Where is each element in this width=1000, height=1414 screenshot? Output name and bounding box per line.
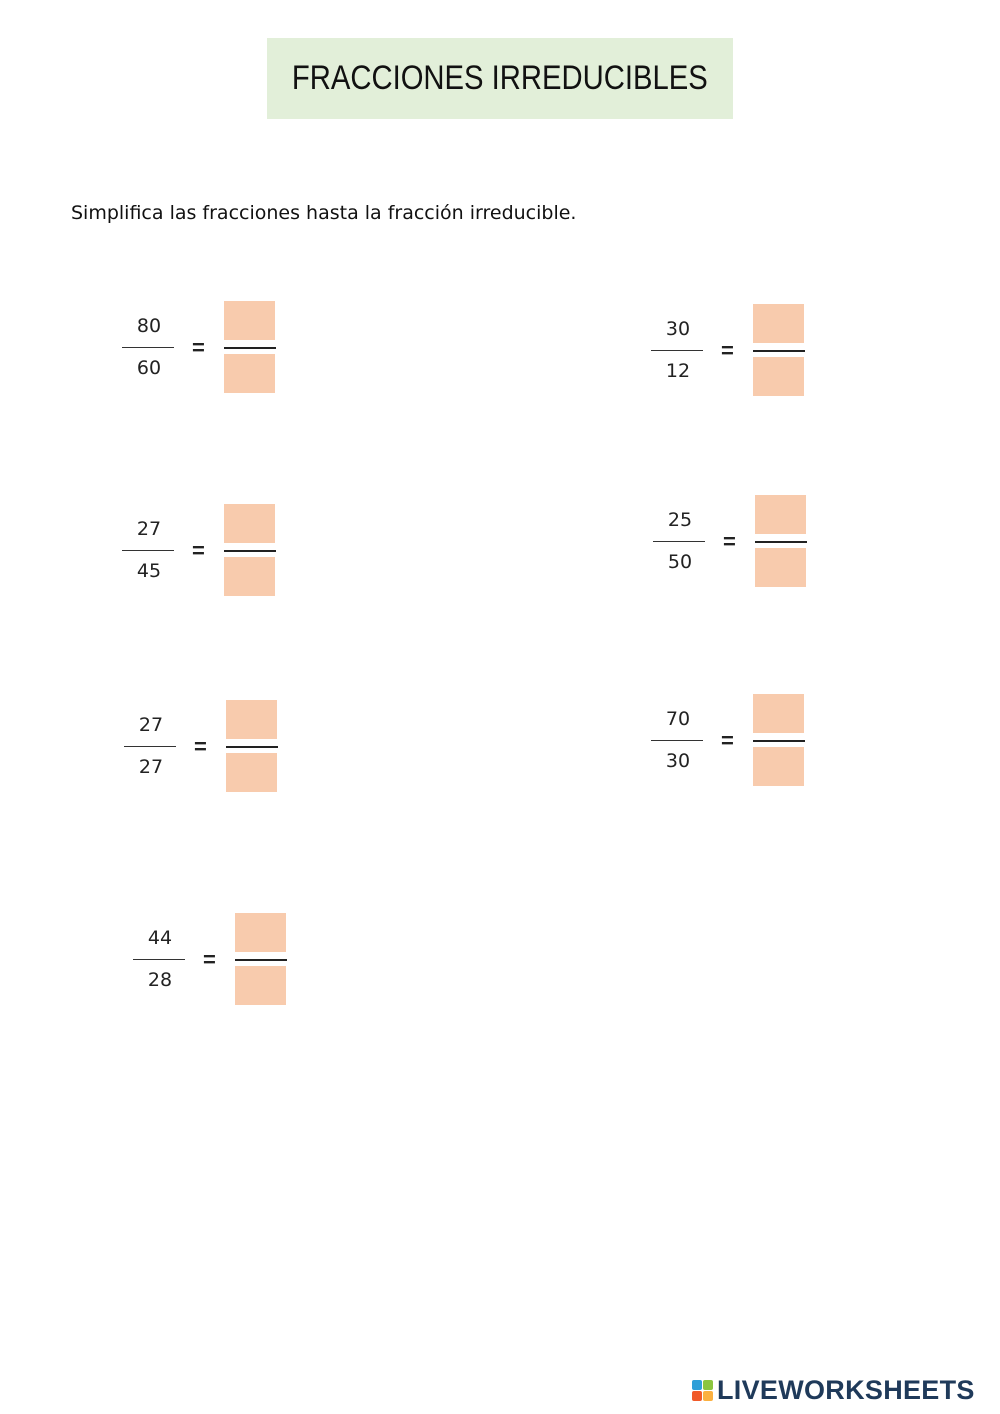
fraction-bar (133, 959, 185, 960)
answer-fraction-bar (224, 550, 276, 552)
answer-denominator-input[interactable] (753, 357, 804, 396)
denominator: 12 (665, 360, 691, 382)
exercise-5 (124, 700, 294, 800)
fraction-bar (124, 746, 176, 747)
logo-square (703, 1391, 713, 1401)
instruction-text: Simplifica las fracciones hasta la fracción irreducible. (71, 202, 577, 224)
answer-numerator-input[interactable] (224, 504, 275, 543)
fraction-bar (653, 541, 705, 542)
answer-denominator-input[interactable] (755, 548, 806, 587)
numerator: 70 (665, 708, 691, 730)
answer-numerator-input[interactable] (235, 913, 286, 952)
numerator: 80 (136, 315, 162, 337)
equals-sign: = (723, 529, 736, 554)
exercise-2 (651, 304, 821, 404)
exercise-1 (122, 301, 292, 401)
liveworksheets-logo-icon (692, 1380, 713, 1401)
fraction-bar (651, 740, 703, 741)
answer-fraction-bar (235, 959, 287, 961)
logo-square (703, 1380, 713, 1390)
numerator: 44 (147, 927, 173, 949)
numerator: 30 (665, 318, 691, 340)
answer-denominator-input[interactable] (235, 966, 286, 1005)
answer-fraction-bar (755, 541, 807, 543)
answer-denominator-input[interactable] (753, 747, 804, 786)
denominator: 50 (667, 551, 693, 573)
numerator: 27 (136, 518, 162, 540)
logo-square (692, 1380, 702, 1390)
answer-numerator-input[interactable] (226, 700, 277, 739)
equals-sign: = (194, 734, 207, 759)
answer-fraction-bar (753, 350, 805, 352)
answer-fraction-bar (224, 347, 276, 349)
logo-square (692, 1391, 702, 1401)
exercise-3 (122, 504, 292, 604)
liveworksheets-logo[interactable] (692, 1376, 975, 1404)
denominator: 30 (665, 750, 691, 772)
answer-denominator-input[interactable] (224, 557, 275, 596)
answer-numerator-input[interactable] (753, 304, 804, 343)
fraction-bar (122, 550, 174, 551)
page-title: FRACCIONES IRREDUCIBLES (292, 59, 708, 97)
answer-numerator-input[interactable] (755, 495, 806, 534)
answer-fraction-bar (226, 746, 278, 748)
denominator: 45 (136, 560, 162, 582)
answer-numerator-input[interactable] (753, 694, 804, 733)
equals-sign: = (721, 338, 734, 363)
equals-sign: = (192, 335, 205, 360)
logo-text: LIVEWORKSHEETS (717, 1374, 975, 1405)
equals-sign: = (192, 538, 205, 563)
fraction-bar (651, 350, 703, 351)
numerator: 25 (667, 509, 693, 531)
equals-sign: = (203, 947, 216, 972)
denominator: 28 (147, 969, 173, 991)
answer-fraction-bar (753, 740, 805, 742)
exercise-7 (133, 913, 303, 1013)
equals-sign: = (721, 728, 734, 753)
fraction-bar (122, 347, 174, 348)
title-banner (267, 38, 733, 119)
denominator: 60 (136, 357, 162, 379)
numerator: 27 (138, 714, 164, 736)
answer-denominator-input[interactable] (226, 753, 277, 792)
answer-denominator-input[interactable] (224, 354, 275, 393)
answer-numerator-input[interactable] (224, 301, 275, 340)
exercise-6 (651, 694, 821, 794)
exercise-4 (653, 495, 823, 595)
denominator: 27 (138, 756, 164, 778)
